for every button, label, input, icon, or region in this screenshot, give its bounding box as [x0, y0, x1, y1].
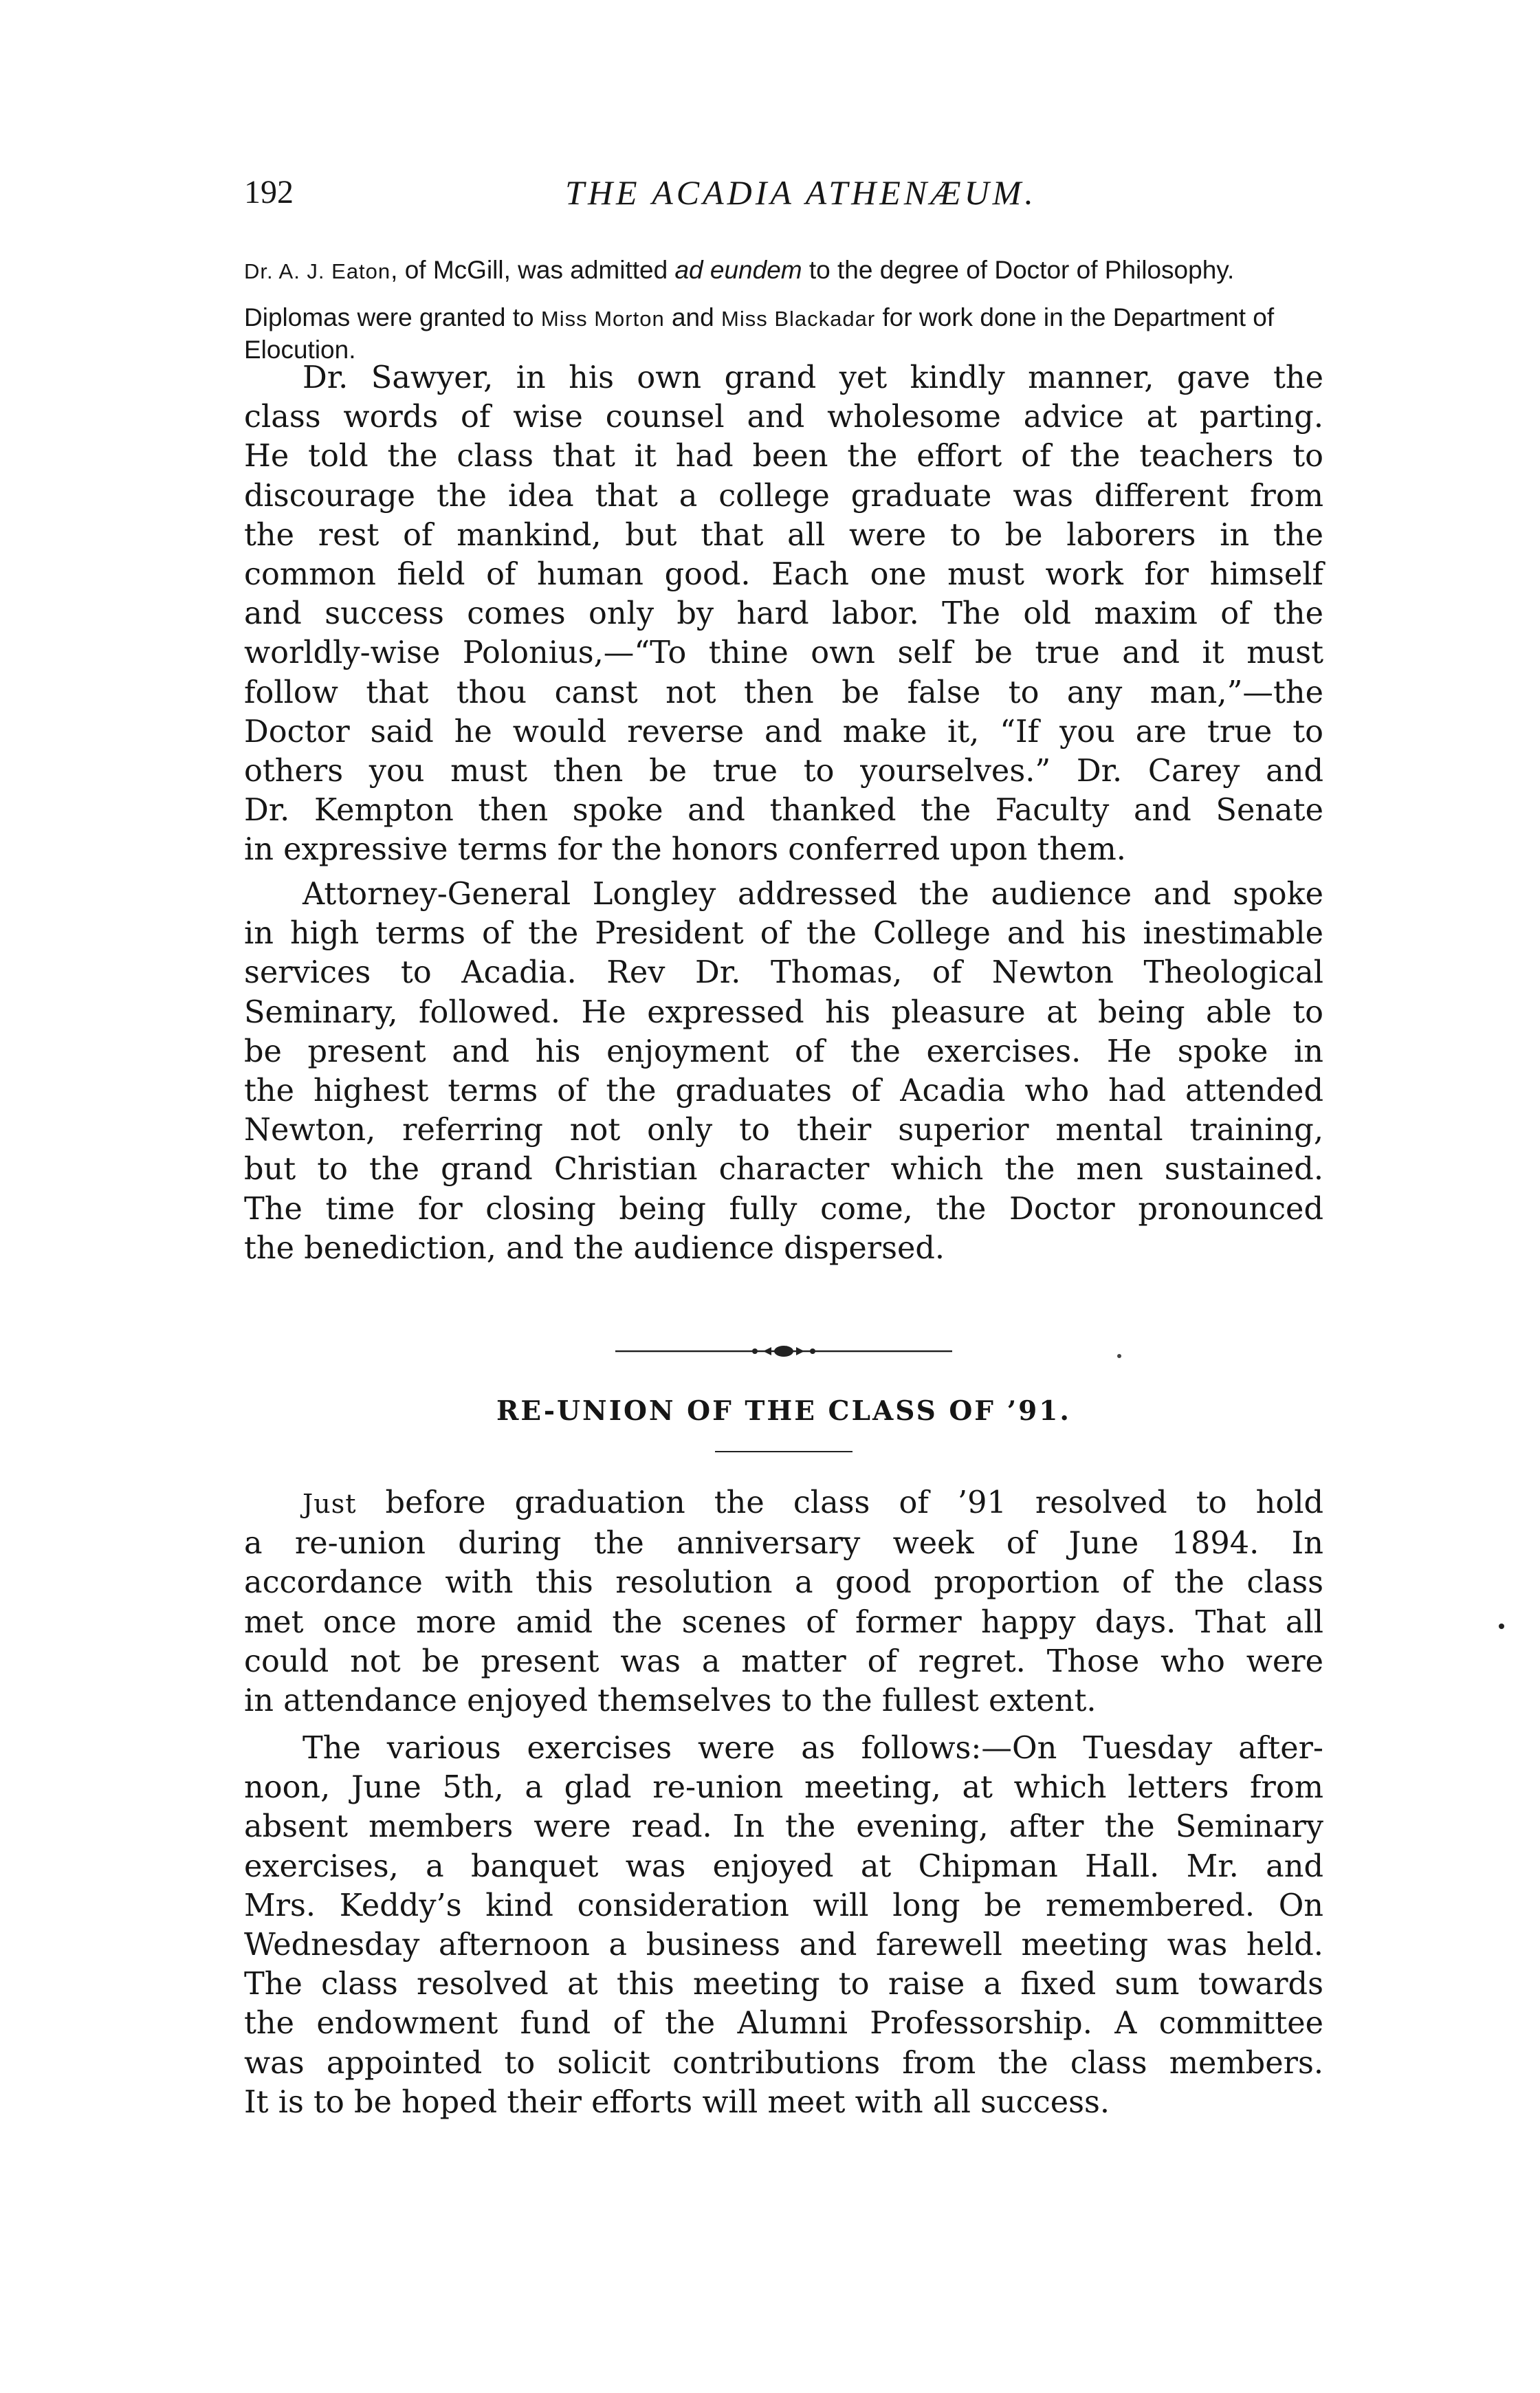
text-line: Dr. Sawyer, in his own grand yet kindly manner, gave the: [302, 360, 1323, 395]
note-diplomas-end: for work done in the Department of Elocution.: [244, 303, 1275, 364]
text-line: the highest terms of the graduates of Acadia who had attended: [244, 1073, 1323, 1109]
text-line: Wednesday afternoon a business and farewell meeting was held.: [244, 1927, 1323, 1963]
paragraph-reunion-1: [244, 1483, 1323, 1720]
note-eaton-name: Dr. A. J. Eaton: [244, 259, 391, 283]
note-diplomas-name1: Miss Morton: [540, 307, 665, 331]
stray-mark: [1117, 1354, 1121, 1358]
text-line: Newton, referring not only to their superior mental training,: [244, 1112, 1323, 1148]
text-line: met once more amid the scenes of former happy days. That all: [244, 1604, 1323, 1640]
text-line: in attendance enjoyed themselves to the fullest extent.: [244, 1683, 1097, 1719]
paragraph-reunion-1-text: [244, 1483, 1323, 1720]
text-line: It is to be hoped their efforts will meet with all success.: [244, 2084, 1110, 2120]
text-line: accordance with this resolution a good proportion of the class: [244, 1564, 1323, 1601]
text-line: follow that thou canst not then be false to any man,”—the: [244, 674, 1323, 710]
note-diplomas-lead: Diplomas were granted to: [244, 303, 541, 331]
text-line: in high terms of the President of the College and his inestimable: [244, 915, 1323, 952]
text-line: The time for closing being fully come, the Doctor pronounced: [244, 1190, 1323, 1227]
text-line: exercises, a banquet was enjoyed at Chipman Hall. Mr. and: [244, 1848, 1323, 1884]
note-eaton: [244, 254, 1323, 287]
running-title: THE ACADIA ATHENÆUM.: [565, 173, 1037, 212]
paragraph-longley-text: [244, 875, 1323, 1268]
lead-word: Just: [302, 1489, 357, 1519]
text-line: be present and his enjoyment of the exercises. He spoke in: [244, 1033, 1323, 1069]
margin-dot: [1499, 1624, 1504, 1629]
line-text: before graduation the class of ’91 resolved to hold: [356, 1485, 1323, 1520]
text-line: but to the grand Christian character which the men sustained.: [244, 1151, 1323, 1188]
text-line: The various exercises were as follows:—On Tuesday after-: [302, 1730, 1323, 1766]
note-diplomas: [244, 302, 1323, 365]
note-eaton-text: , of McGill, was admitted: [390, 256, 675, 284]
note-eaton-latin: ad eundem: [674, 256, 802, 284]
text-line: in expressive terms for the honors conferred upon them.: [244, 831, 1126, 868]
text-line: others you must then be true to yourselves.” Dr. Carey and: [244, 753, 1323, 789]
text-line: the benediction, and the audience dispersed.: [244, 1230, 945, 1266]
text-line: a re-union during the anniversary week of June 1894. In: [244, 1525, 1323, 1562]
text-line: [244, 1483, 1323, 1524]
text-line: was appointed to solicit contributions from the class members.: [244, 2044, 1323, 2081]
text-line: noon, June 5th, a glad re-union meeting, at which letters from: [244, 1769, 1323, 1806]
text-line: The class resolved at this meeting to raise a fixed sum towards: [244, 1966, 1323, 2002]
text-line: Mrs. Keddy’s kind consideration will long be remembered. On: [244, 1887, 1323, 1923]
paragraph-sawyer: [244, 358, 1323, 870]
heading-rule: [715, 1451, 852, 1452]
text-line: the endowment fund of the Alumni Professorship. A committee: [244, 2005, 1323, 2042]
text-line: Seminary, followed. He expressed his pleasure at being able to: [244, 994, 1323, 1030]
paragraph-reunion-2-text: [244, 1729, 1323, 2122]
text-line: services to Acadia. Rev Dr. Thomas, of Newton Theological: [244, 954, 1323, 991]
text-line: Attorney-General Longley addressed the audience and spoke: [302, 876, 1323, 912]
note-diplomas-name2: Miss Blackadar: [721, 307, 876, 331]
text-line: common field of human good. Each one must work for himself: [244, 556, 1323, 593]
text-line: Doctor said he would reverse and make it, “If you are true to: [244, 713, 1323, 750]
paragraph-reunion-2: [244, 1729, 1323, 2122]
text-line: the rest of mankind, but that all were to be laborers in the: [244, 516, 1323, 553]
paragraph-longley: [244, 875, 1323, 1268]
text-line: class words of wise counsel and wholesome advice at parting.: [244, 399, 1323, 435]
text-line: He told the class that it had been the effort of the teachers to: [244, 438, 1323, 474]
page-number: 192: [244, 174, 294, 210]
text-line: could not be present was a matter of regret. Those who were: [244, 1643, 1323, 1679]
divider-ornament-icon: [612, 1341, 956, 1362]
page-header: [244, 172, 1317, 220]
paragraph-sawyer-text: [244, 358, 1323, 870]
note-eaton-text-end: to the degree of Doctor of Philosophy.: [802, 256, 1235, 284]
text-line: Dr. Kempton then spoke and thanked the Faculty and Senate: [244, 792, 1323, 829]
text-line: worldly-wise Polonius,—“To thine own self be true and it must: [244, 635, 1323, 671]
text-line: discourage the idea that a college graduate was different from: [244, 477, 1323, 514]
ornamental-divider: [612, 1341, 956, 1362]
text-line: and success comes only by hard labor. The old maxim of the: [244, 595, 1323, 632]
text-line: absent members were read. In the evening, after the Seminary: [244, 1809, 1323, 1845]
note-diplomas-mid: and: [664, 303, 721, 331]
section-heading: RE-UNION OF THE CLASS OF ’91.: [496, 1395, 1071, 1427]
